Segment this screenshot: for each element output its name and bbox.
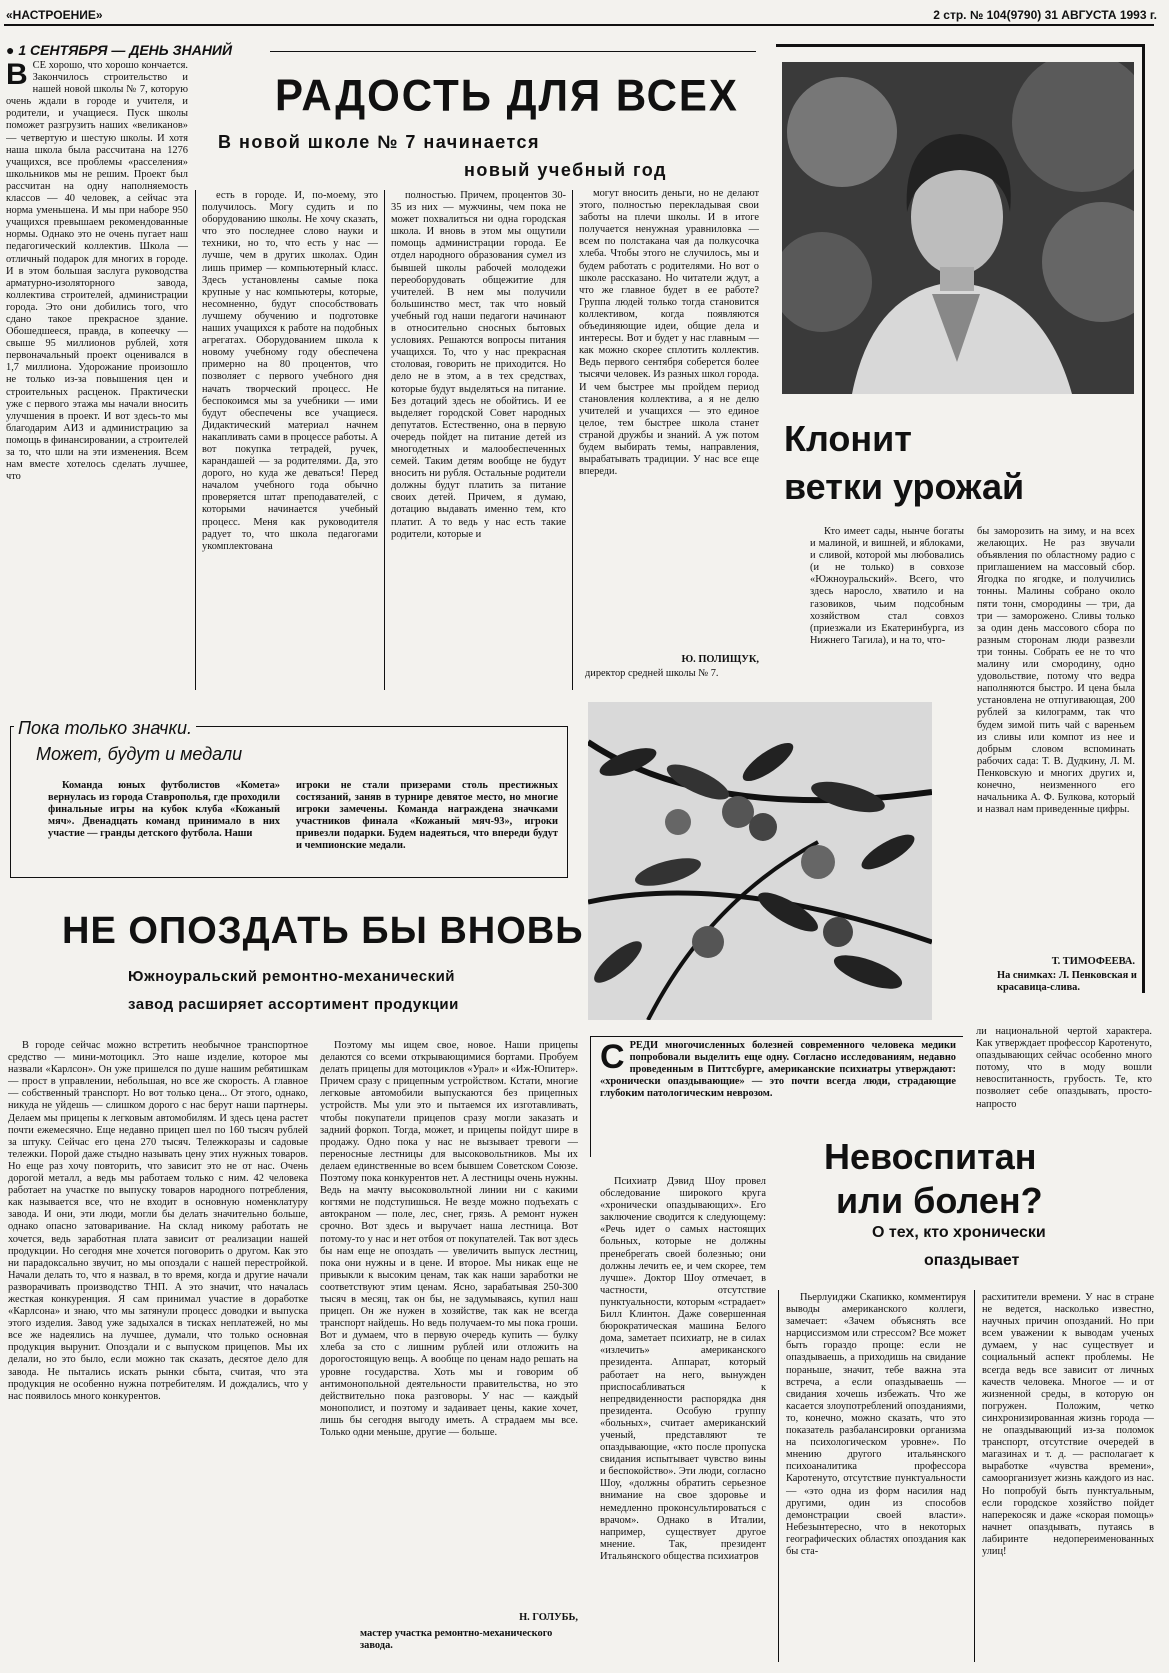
article4-col2 [320, 1040, 578, 1600]
article3-title-1: Пока только значки. [14, 718, 196, 739]
article1-subtitle-2: новый учебный год [464, 160, 667, 180]
article1-col4-text: могут вносить деньги, но не делают этого, полностью перекладывая свои заботы на плечи школы. И в итоге получается ненужная уравниловка — всем по полстакана чая да полкусочка хлеба. Чтобы этого не случилось, мы и будем работать с родителями. Но вот о школе рассказано. Но читатели ждут, а что же главное будет в ее работе? Группа людей только тогда становится коллективом, когда появляются объединяющие идеи, общие дела и интересы. Вот и будет у нас главным — как можно скорее сплотить коллектив. Ведь первого сентября соберется более тысячи человек. Из разных школ города. И чем быстрее мы пройдем период становления коллектива, а я не делю учителей и учащихся — это единое целое, тем быстрее школа станет страной дружбы и знаний. А уж потом будем выбирать темы, направления, вырабатывать традиции. У нас все еще впереди. [579, 188, 759, 478]
article4-subtitle-2: завод расширяет ассортимент продукции [128, 996, 459, 1013]
portrait-photo [782, 62, 1134, 394]
rubric-text: 1 СЕНТЯБРЯ — ДЕНЬ ЗНАНИЙ [18, 42, 233, 58]
article1-signature: Ю. ПОЛИЩУК, [681, 654, 759, 665]
article2-col2 [977, 526, 1135, 948]
article1-col3-text: полностью. Причем, процентов 30-35 из них — мужчины, чем пока не может похвалиться ни одна городская школа. И вновь в этом мы ощутили помощь администрации города. Ее отдел народного образования сумел из бывшей школы рабочей молодежи переоборудовать общежитие для учителей. В нем мы получили большинство мест, так что новый учебный год наши педагоги начинают в относительно сносных бытовых условиях. Решаются вопросы питания учащихся. То, что у нас прекрасная столовая, говорить не приходится. Но дело не в этом, а в тех средствах, которые будут выделяться на питание. Без дотаций здесь не обойтись. И ее выделяет городской Совет народных депутатов. Естественно, она в первую очередь пойдет на питание детей из многодетных и малообеспеченных семей. Таким детям вообще не будут вносить ни рубля. Остальные родители должны будут платить за питание своих детей. Причем, я думаю, дотацию выдавать именно тем, кто платит. А то ведь у нас есть такие родители, которые и [391, 190, 566, 540]
plum-branch-icon [588, 702, 932, 1020]
rubric-rule [270, 51, 756, 52]
article5-col2 [976, 1026, 1152, 1120]
article1-col1 [6, 60, 188, 696]
article1-col2 [202, 190, 378, 696]
article2-caption: На снимках: Л. Пенковская и красавица-слива. [997, 970, 1137, 994]
article4-title: НЕ ОПОЗДАТЬ БЫ ВНОВЬ [62, 910, 584, 952]
article4-subtitle-1: Южноуральский ремонтно-механический [128, 968, 456, 985]
article2-col1-text: Кто имеет сады, нынче богаты и малиной, и вишней, и яблоками, и сливой, которой мы любовались (и не только) в совхозе «Южноуральский». Всего, что здесь наросло, хватило и на газовиков, чьим подсобным хозяйством стал совхоз (приезжали из Екатеринбурга, из Нижнего Тагила), и на то, что- [810, 526, 964, 646]
col-divider [974, 1290, 975, 1662]
article5-title-1: Невоспитан [824, 1136, 1037, 1177]
article1-col2-text: есть в городе. И, по-моему, это получилось. Могу судить и по оборудованию школы. Не хочу сказать, что это последнее слово науки и техники, но то, что есть у нас — лучше, чем в других школах. Один лишь пример — компьютерный класс. Здесь установлены самые пока крупные у нас компьютеры, которые, несомненно, будут способствовать лучшему обучению и подготовке наших учащихся к работе на подобных агрегатах. Оборудованием школа к новому учебному году обеспечена примерно на 80 процентов, что позволяет с первого учебного дня начать творческий процесс. Не беспокоимся мы за учебники — ими будут обеспечены все учащиеся. Дидактический материал начнем накапливать сами в процессе работы. А вот покупка тетрадей, ручек, карандашей — за родителями. Да, это дорого, но куда же деваться! Перед началом учебного года обычно проверяется штат преподавателей, с которыми начинается учебный процесс. Меня как руководителя радует то, что школа педагогами укомплектована [202, 190, 378, 552]
article5-col2-text: ли национальной чертой характера. Как утверждает профессор Каротенуто, опаздывающих сейчас особенно много потому, что в моду вошли невоспитанность, грубость. Те, кто позволяет себе опаздывать, просто-напросто [976, 1026, 1152, 1110]
article5-col3 [786, 1292, 966, 1664]
article4-col1 [8, 1040, 308, 1660]
article5-col1-text: Психиатр Дэвид Шоу провел обследование широкого круга «хронически опаздывающих». Его заключение сводится к следующему: «Речь идет о самых настоящих больных, которые не должны пренебрегать своей болезнью; они должны лечить ее, и чем скорее, тем лучше». Доктор Шоу отмечает, в частности, отсутствие пунктуальности, которым «страдает» Билл Клинтон. Даже совершенная бюрократическая машина Белого дома, заметает психиатр, не в силах «излечить» американского президента. Аппарат, который работает на него, вынужден приспосабливаться к непредвиденности распорядка дня президента. Особую группу «больных», считает американский ученый, представляют те опаздывающие, «кто после пропуска свидания испытывает чувство вины и беспокойство». Эти люди, согласно Шоу, «должны обратить серьезное внимание на свое здоровье и немедленно проконсультироваться с врачом». Однако в Италии, например, существует другое мнение. Так, президент Итальянского общества психиатров [600, 1176, 766, 1562]
rubric [6, 42, 232, 58]
article3-col2-text: игроки не стали призерами столь престижных состязаний, заняв в турнире девятое место, но многие игроки замечены. Команда награждена значками участников финала «Кожаный мяч-93», игроки привезли подарки. Будем надеяться, что впереди будут и чемпионские медали. [296, 780, 558, 852]
article4-col2-text: Поэтому мы ищем свое, новое. Наши прицепы делаются со всеми открывающимися бортами. Пробуем делать прицепы для мотоциклов «Урал» и «Иж-Юпитер». Причем сразу с прицепным устройством. Кстати, многие легковые автомобили выпускаются без прицепных устройств. Мы ули это и пытаемся их изготавливать, чтобы покупатели прицепов сразу могли заказать и задний форкоп. Тогда, может, и прицепы пойдут шире в продажу. Одно пока у нас не вызывает тревоги — переносные лестницы для высоковольтников. Мы их делаем единственные во всем бывшем Советском Союзе. Поэтому пока конкурентов нет. А лестницы очень нужны. Ведь на мачту высоковольтной линии ни с какими когтями не подступишься. Не везде можно подъехать с автокраном — поле, лес, снег, грязь. А ремонт нужен срочно. Вот здесь и выручает наша лестница. Вот потому-то у нас и нет отбоя от покупателей. Так вот здесь бы нам еще не опоздать — увеличить выпуск лестниц, пока они нужны и в цене. И второе. Мы никак еще не привыкли к высоким ценам, так как наши заработки не соответствуют этим ценам. Ясно, зарабатывая 250-300 тысяч в месяц, так он бы, не задумываясь, купил наш прицеп. Он же нужен в хозяйстве, так как не всегда транспорт найдешь. Но ведь получаем-то мы пока гроши. Вот и думаем, что в первую очередь купить — булку хлеба за сто с лишним рублей или отложить на дорогостоящую вещь. А вообще по ценам надо решать на уровне государства. Хоть мы и говорим об антимонопольной деятельности правительства, но это действительно пока разговоры. У нас — каждый монополист, и поэтому и задаивает цены, какие хочет, лишь бы сегодня выгоду иметь. А страдаем мы все. Только одни меньше, другие — больше. [320, 1040, 578, 1438]
article3-col1-text: Команда юных футболистов «Комета» вернулась из города Ставрополья, где проходили финальные игры на кубок клуба «Кожаный мяч». Двенадцать команд принимало в них участие — гранды детского футбола. Наши [48, 780, 280, 840]
article1-col3 [391, 190, 566, 696]
portrait-woman-icon [782, 62, 1134, 394]
article2-signature: Т. ТИМОФЕЕВА. [1051, 956, 1135, 967]
article3-col1 [48, 780, 280, 870]
article5-subtitle-2: опаздывает [924, 1252, 1020, 1269]
paper-name: «НАСТРОЕНИЕ» [6, 8, 103, 22]
article5-subtitle-1: О тех, кто хронически [872, 1224, 1046, 1241]
col-divider [384, 190, 385, 690]
issue-info: 2 стр. № 104(9790) 31 АВГУСТА 1993 г. [933, 8, 1157, 22]
masthead-rule [4, 24, 1154, 26]
article5-col4 [982, 1292, 1154, 1664]
article1-signature-role: директор средней школы № 7. [585, 668, 719, 679]
article5-title-2: или болен? [836, 1180, 1043, 1221]
plum-photo [588, 702, 932, 1020]
article4-signature-role: мастер участка ремонтно-механического завода. [360, 1628, 553, 1652]
article1-subtitle-1: В новой школе № 7 начинается [218, 132, 541, 152]
article2-title-2: ветки урожай [784, 466, 1025, 507]
article1-title: РАДОСТЬ ДЛЯ ВСЕХ [275, 70, 739, 121]
bullet-icon: ● [6, 42, 15, 58]
article2-title-1: Клонит [784, 418, 912, 459]
article5-lead-text: РЕДИ многочисленных болезней современного человека медики попробовали выделить еще одну. Согласно исследованиям, недавно проведенным в Питтсбурге, американские психиатры утверждают: «хронически опаздывающие» — это почти всегда люди, страдающие глубоким патологическим неврозом. [600, 1040, 956, 1100]
col-divider [195, 190, 196, 690]
article1-dropcap: В [6, 60, 28, 91]
article3-col2 [296, 780, 558, 870]
col-divider [572, 190, 573, 690]
article5-col1 [600, 1176, 766, 1664]
article4-col1-text: В городе сейчас можно встретить необычное транспортное средство — мини-мотоцикл. Это наше изделие, которое мы назвали «Карлсон». Он уже пришелся по душе нашим ребятишкам — прост в управлении, небольшая, но все же скорость. А главное — собственный транспорт. Но вот только цена... От этого, однако, никуда не уйдешь — слишком дорого с нас берут наши партнеры. Делаем мы прицепы к легковым автомобилям. И здесь цена растет почти ежемесячно. Еще недавно прицеп шел по 160 тысяч рублей за штуку. Сейчас его цена 270 тысяч. Тележкоразы и садовые тележки. Порой даже стыдно называть цену этих нужных товаров. Но еще раз хочу повторить, что зависит это не от нас. Очень дорогой металл, а ведь мы работаем только с ним. 42 человека работает на участке по выпуску товаров народного потребления, как называется все, что не входит в основную номенклатуру завода. И они, эти люди, могли бы делать значительно больше, однако опасно затоваривание. На склад никому работать не хочется, ведь заработная плата зависит от реализации нашей продукции. Но сегодня мне хочется поговорить о другом. Как это ни парадоксально звучит, но мы опоздали с нашей перестройкой. Начали делать то, что я назвал, в то время, когда и другие начали разворачивать производство ТНП. А это значит, что началась жесткая конкуренция. Я сам принимал участие в доработке «Карлсона» и знаю, что мы затянули процесс доводки и выпуска этого изделия. Завод уже задыхался в тисках неплатежей, но мы все же надеялись на лучшее, думали, что только основная продукция вырунит. Опоздали и с выпуском прицепов. Мы их делали, но это было, если можно так сказать, десятое дело для завода. Не пытались искать рынки сбыта, считая, что эта продукция не особенно нужна потребителям. И дождались, что у нас появилось много конкурентов. [8, 1040, 308, 1402]
article5-dropcap: С [600, 1040, 625, 1076]
article4-signature: Н. ГОЛУБЬ, [519, 1612, 578, 1623]
article1-col1-text: СЕ хорошо, что хорошо кончается. Закончилось строительство и нашей новой школы № 7, которую очень ждали в городе и учителя, и родители, и учащиеся. Пуск школы поможет разгрузить наших «великанов» — четвертую и шестую школы. И хотя наша школа была рассчитана на 1276 учащихся, все проблемы «расселения» школьников мы не решим. Проект был рассчитан на одну наполняемость классов — 40 человек, а сейчас эта норма уменьшена. И мы при наборе 950 учащихся превышаем рекомендованные нормы. Однако это не очень пугает наш педагогический коллектив. Школа — отличный подарок для многих в городе. И в этом большая заслуга руководства арматурно-изоляторного завода, коллектива строителей, администрации города. Это они добились того, что сдано такое прекрасное здание. Обошедшееся, правда, в копеечку — свыше 95 миллионов рублей, хотя первоначальный проект оценивался в 1,7 миллиона. Удорожание произошло не только из-за повышения цен и строительных расценок. Практически уже с первого этажа мы начали вносить улучшения в проект. И вот здесь-то мы благодарим АИЗ и администрацию за помощь в финансировании, а строителей за то, что шли на эти изменения. Всем нам вместе хотелось сделать лучшее, что [6, 60, 188, 483]
article2-col2-text: бы заморозить на зиму, и на всех желающих. Не раз звучали объявления по областному радио с приглашением на массовый сбор. Ягодка по ягодке, и получились тонны. Малины собрано около пяти тонн, смородины — три, да три — заморожено. Сливы только за один день массового сбора по разным сторонам люди развезли три тонны. Собрать ее не то что малину или смородину, одно удовольствие, потому что ведра наполняются быстро. И цена была установлена не отпугивающая, 200 рублей за килограмм, так что будем зимой пить чай с вареньем из сливы или компот из нее и добрым словом вспоминать рабочих сада: Т. В. Дудкину, Л. М. Пенковскую и многих других и, конечно, неизменного его начальника А. Ф. Булкова, который и назвал нам приведенные цифры. [977, 526, 1135, 816]
col-divider [778, 1290, 779, 1662]
article2-col1 [810, 526, 964, 716]
article1-col4 [579, 188, 759, 628]
article5-col4-text: расхитители времени. У нас в стране не ведется, насколько известно, научных причин опозданий. Но при всем уважении к выводам ученых думаем, у нас существует и социальный аспект проблемы. Не всегда ведь все зависит от личных качеств человека. Многое — и от жизненной среды, в которую он погружен. Положим, четко синхронизированная жизнь города — не опаздывающий из-за поломок транспорт, отсутствие очередей в магазинах и т. д. — располагает к выработке «чувства времени», самоорганизует жизнь каждого из нас. Но попробуй быть пунктуальным, если городское хозяйство пойдет наперекосяк и даже «скорая помощь» начнет опаздывать, путаясь в лабиринте недопереименованных улиц! [982, 1292, 1154, 1557]
article5-col3-text: Пьерлуиджи Скапикко, комментируя выводы американского коллеги, замечает: «Зачем объяснять все нарциссизмом или стрессом? Все может быть гораздо проще: если не опаздываешь, а приходишь на свидание пораньше, значит, тебе важна эта встреча, а если опаздываешь — свидания хочешь избежать. Что же касается злоупотреблений опозданиями, то, конечно, можно сказать, что это показатель разбалансировки организма на психологическом уровне». По мнению другого итальянского психоаналитика профессора Каротенуто, отсутствие пунктуальности — «это одна из форм насилия над другими, один из способов демонстрации своей власти». Небезынтересно, что в некоторых географических областях опоздания как бы ста- [786, 1292, 966, 1557]
article3-title-2: Может, будут и медали [36, 744, 243, 764]
